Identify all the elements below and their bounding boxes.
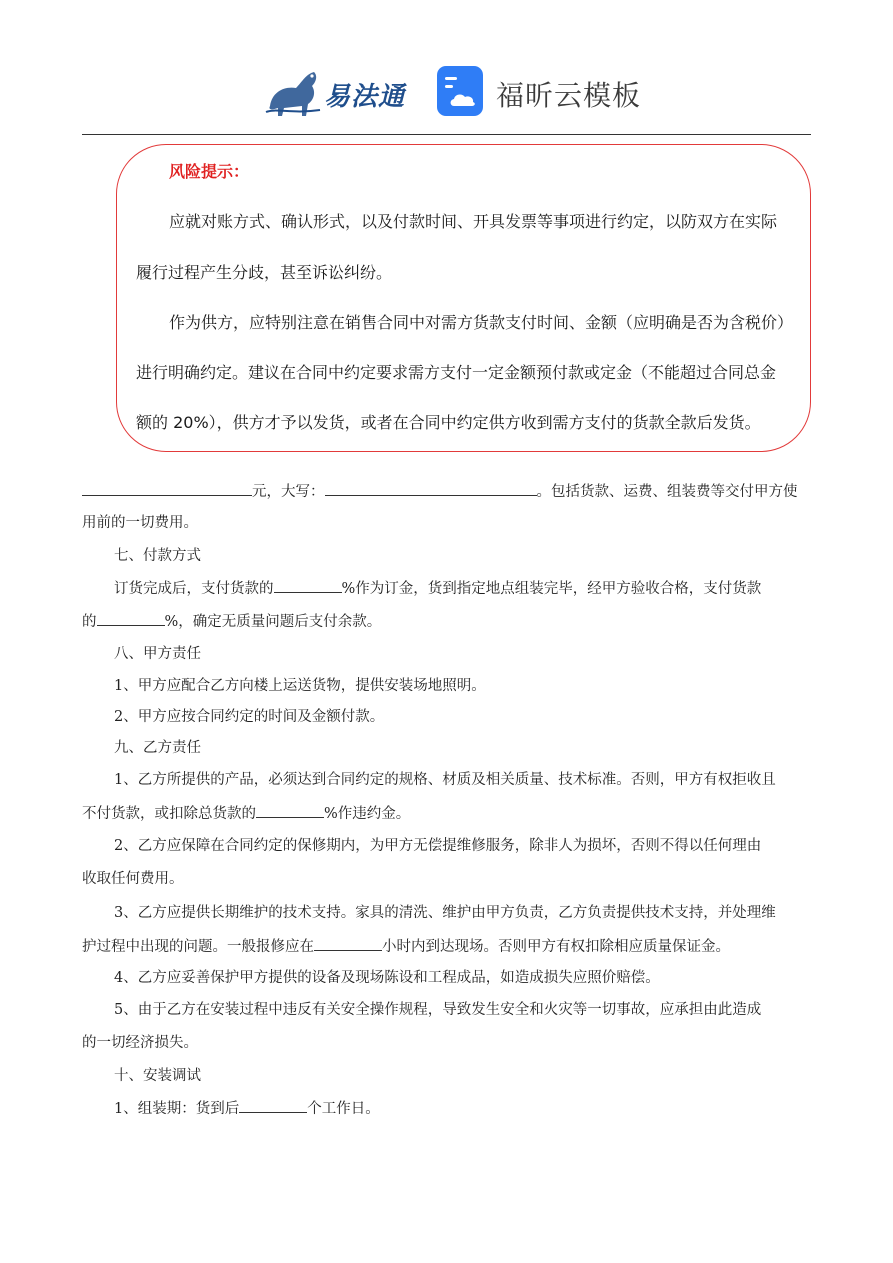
fill-blank <box>97 611 165 626</box>
body-line: 1、组装期：货到后 个工作日。 <box>114 1098 380 1119</box>
risk-title: 风险提示： <box>169 162 250 181</box>
risk-text-line: 作为供方，应特别注意在销售合同中对需方货款支付时间、金额（应明确是否为含税价） <box>169 313 794 332</box>
body-line: 1、乙方所提供的产品，必须达到合同约定的规格、材质及相关质量、技术标准。否则，甲方有权拒收且 <box>114 772 776 788</box>
body-line: 3、乙方应提供长期维护的技术支持。家具的清洗、维护由甲方负责，乙方负责提供技术支持，并处理维 <box>114 905 776 921</box>
section-heading: 十、安装调试 <box>114 1068 201 1084</box>
body-line: 的一切经济损失。 <box>82 1035 198 1051</box>
body-line: 5、由于乙方在安装过程中违反有关安全操作规程，导致发生安全和火灾等一切事故，应承担由此造成 <box>114 1002 762 1018</box>
body-line: 1、甲方应配合乙方向楼上运送货物，提供安装场地照明。 <box>114 678 486 694</box>
body-line: 元，大写： 。包括货款、运费、组装费等交付甲方使 <box>82 481 798 502</box>
body-line: 不付货款，或扣除总货款的 %作违约金。 <box>82 803 410 824</box>
risk-text-line: 履行过程产生分歧，甚至诉讼纠纷。 <box>136 263 393 282</box>
fill-blank <box>274 578 342 593</box>
fill-blank <box>239 1098 307 1113</box>
body-line: 用前的一切费用。 <box>82 515 198 531</box>
yifatong-brand-text: 易法通 <box>324 82 406 112</box>
section-heading: 八、甲方责任 <box>114 646 201 662</box>
section-heading: 七、付款方式 <box>114 548 201 564</box>
body-line: 护过程中出现的问题。一般报修应在 小时内到达现场。否则甲方有权扣除相应质量保证金。 <box>82 936 730 957</box>
body-line: 4、乙方应妥善保护甲方提供的设备及现场陈设和工程成品，如造成损失应照价赔偿。 <box>114 970 660 986</box>
risk-text-line: 应就对账方式、确认形式，以及付款时间、开具发票等事项进行约定，以防双方在实际 <box>169 212 778 231</box>
body-line: 的 %，确定无质量问题后支付余款。 <box>82 611 381 632</box>
fill-blank <box>325 481 537 496</box>
risk-text-line: 进行明确约定。建议在合同中约定要求需方支付一定金额预付款或定金（不能超过合同总金 <box>136 363 777 382</box>
body-line: 订货完成后，支付货款的 %作为订金，货到指定地点组装完毕，经甲方验收合格，支付货款 <box>114 578 761 599</box>
body-line: 收取任何费用。 <box>82 871 184 887</box>
fuxin-brand-text: 福昕云模板 <box>496 79 642 112</box>
body-line: 2、乙方应保障在合同约定的保修期内，为甲方无偿提维修服务，除非人为损坏，否则不得以任何理由 <box>114 838 762 854</box>
risk-text-line: 额的 20%），供方才予以发货，或者在合同中约定供方收到需方支付的货款全款后发货。 <box>136 413 761 432</box>
fill-blank <box>314 936 382 951</box>
fill-blank <box>256 803 324 818</box>
section-heading: 九、乙方责任 <box>114 740 201 756</box>
body-line: 2、甲方应按合同约定的时间及金额付款。 <box>114 709 385 725</box>
fill-blank <box>82 481 252 496</box>
